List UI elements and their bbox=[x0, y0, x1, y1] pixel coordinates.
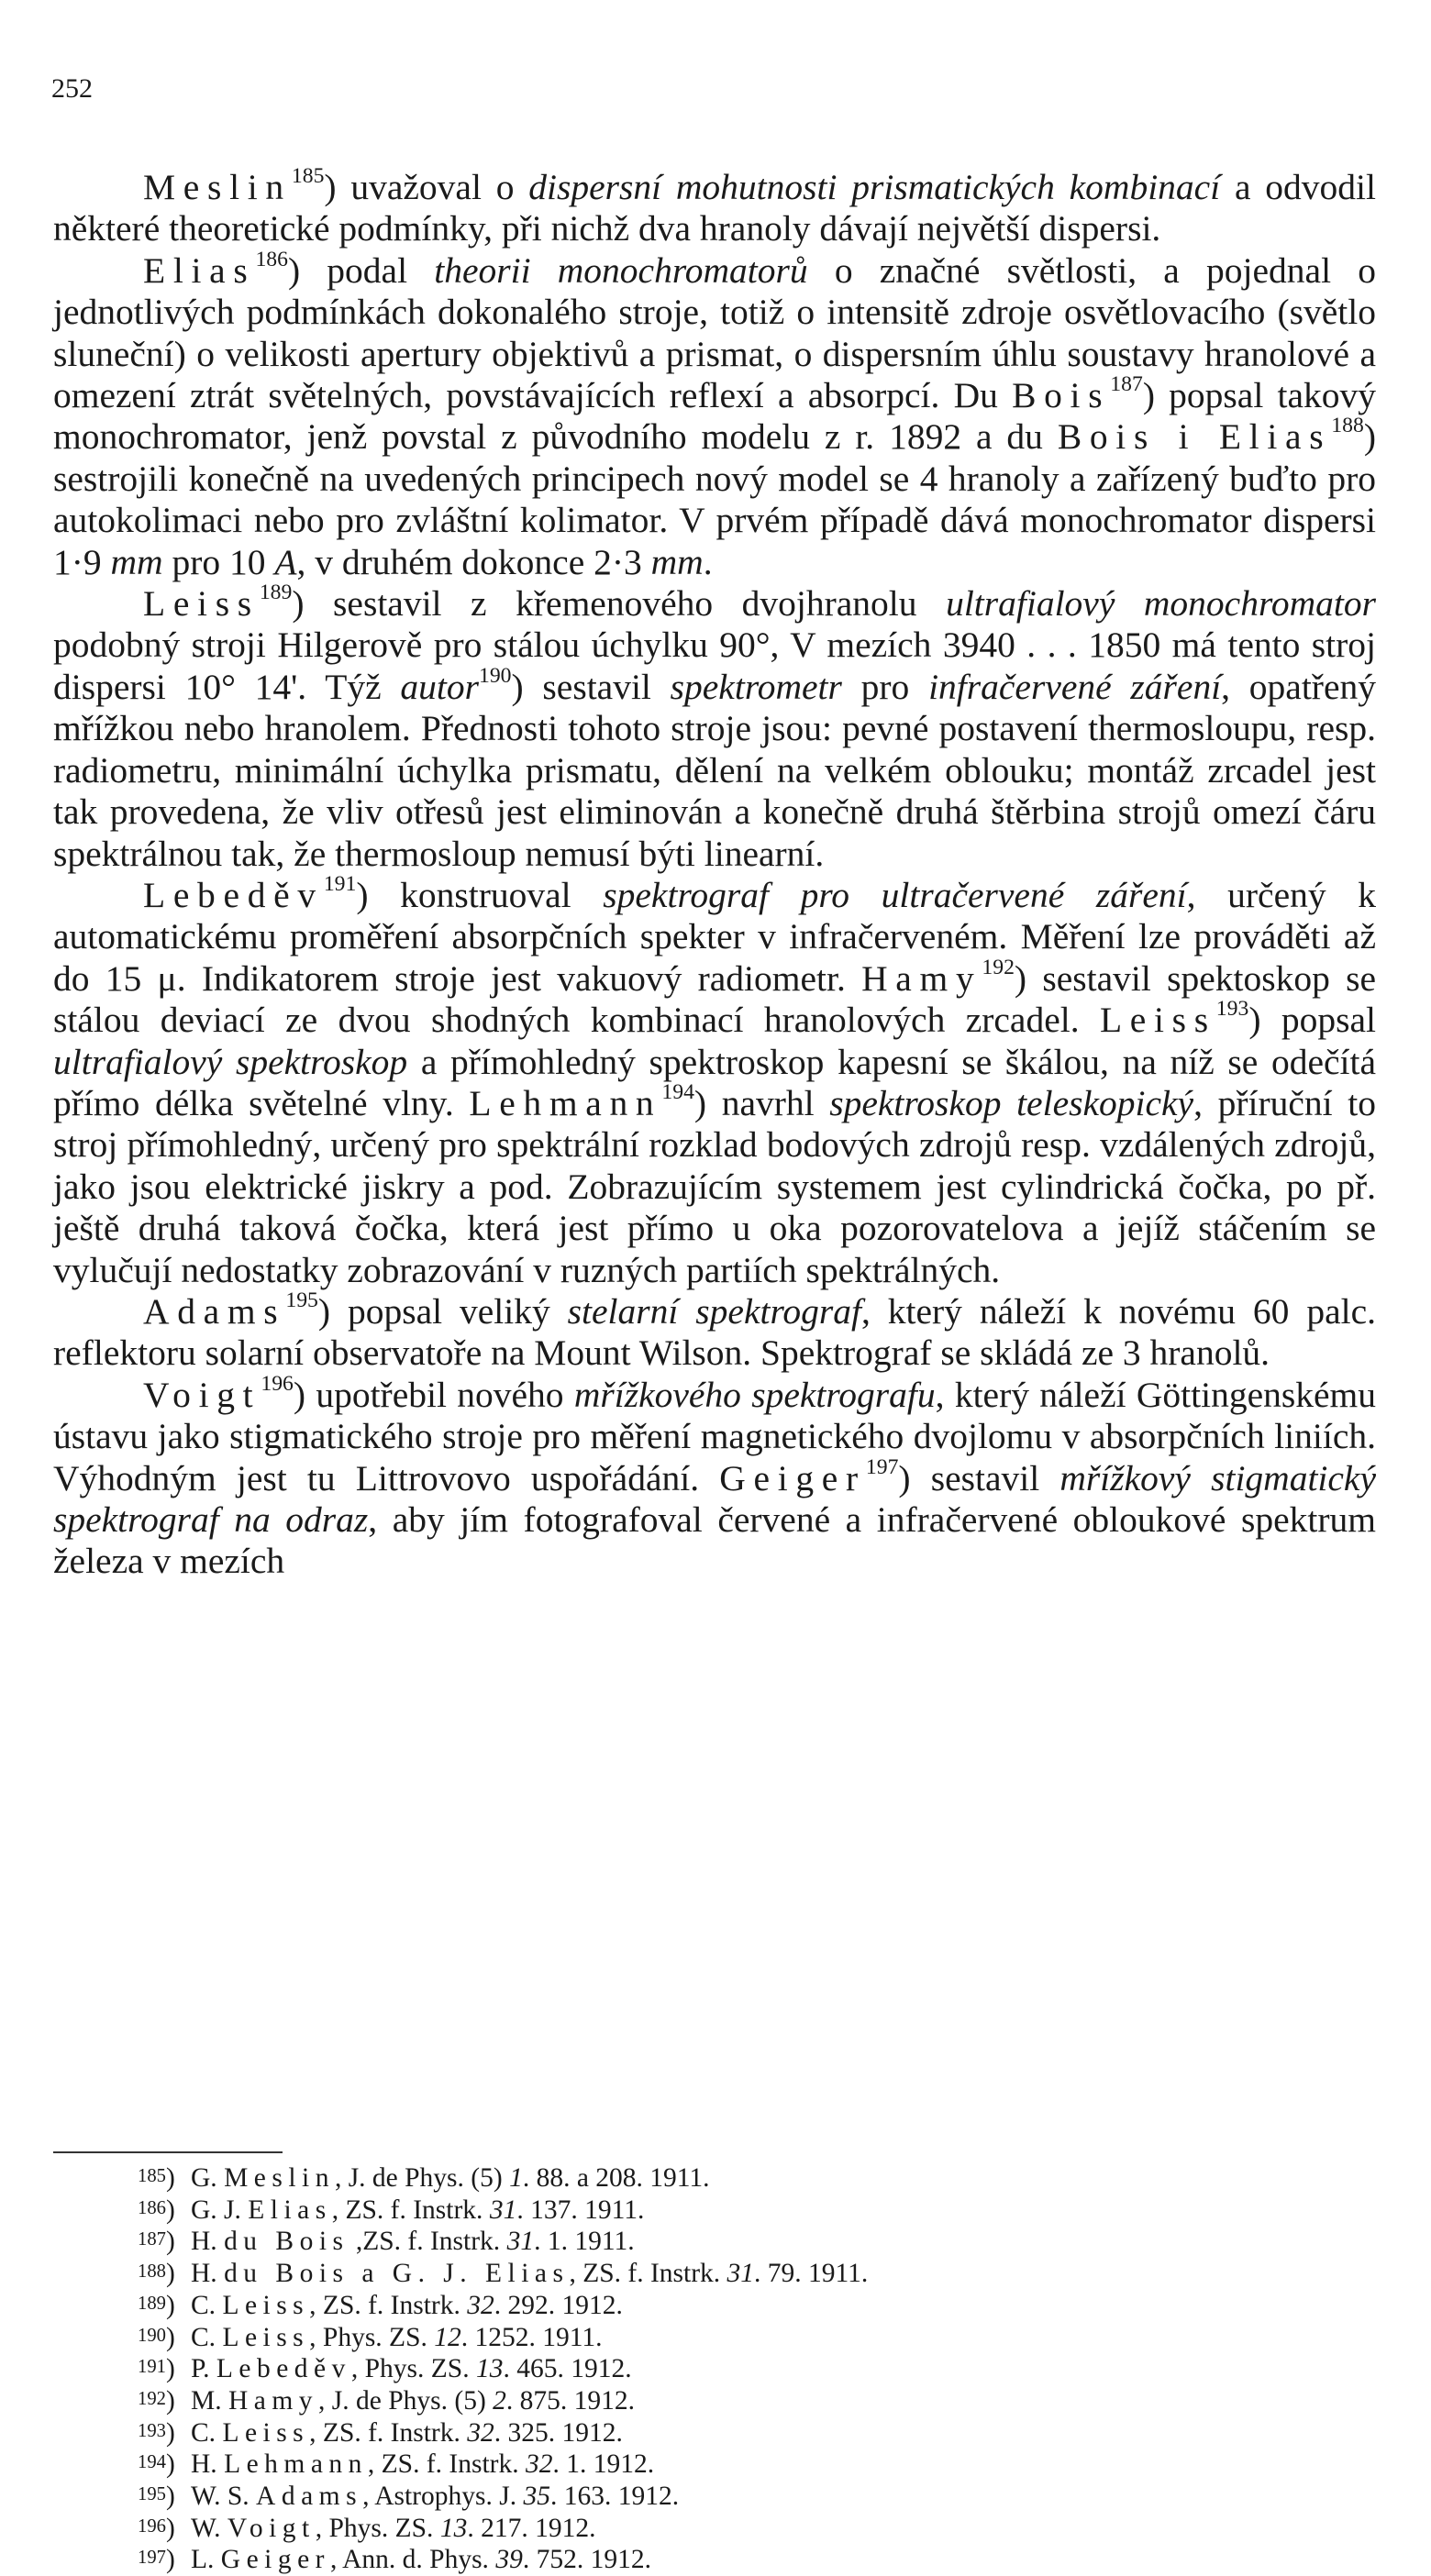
text-run: , ZS. f. Instrk. bbox=[367, 2449, 526, 2480]
italic-text: theorii monochromatorů bbox=[434, 249, 808, 291]
footnote bbox=[138, 2258, 1330, 2290]
footnote-text bbox=[191, 2195, 644, 2225]
text-run: , opatřený mřížkou nebo hranolem. Přednosti tohoto stroje jsou: pevné postavení thermosloupu, resp. radiometru, minimální úchylka prismatu, dělení na velkém oblouku; montáž zrcadel jest tak provedena, že vliv otřesů jest eliminován a konečně druhá štěrbina strojů omezí čáru spektrálnou tak, že thermosloup nemusí býti linearní. bbox=[53, 666, 1376, 874]
text-run: ) navrhl bbox=[693, 1082, 830, 1123]
paragraph bbox=[53, 1372, 1376, 1583]
text-run: ) sestrojili konečně na uvedených principech nový model se 4 hranoly a zařízený buďto pro autokolimaci nebo pro zvláštní kolimator. V prvém případě dává monochromator dispersi 1·9 bbox=[53, 416, 1376, 582]
text-run: pro 10 bbox=[162, 541, 275, 582]
italic-text: A bbox=[274, 541, 297, 582]
italic-text: 12 bbox=[434, 2322, 461, 2352]
text-run: ) uvažoval o bbox=[324, 167, 529, 207]
footnote-number: $^{189}$) bbox=[138, 2290, 175, 2320]
italic-text: 13 bbox=[439, 2513, 468, 2543]
italic-text: 39 bbox=[495, 2545, 523, 2575]
footnote-text bbox=[191, 2323, 603, 2352]
footnote-ref: 191 bbox=[323, 872, 357, 897]
italic-text: 32 bbox=[467, 2417, 494, 2448]
text-run: . 1. 1911. bbox=[534, 2227, 635, 2257]
italic-text: spektrometr bbox=[670, 666, 842, 707]
spaced-name: Adams bbox=[143, 1290, 286, 1332]
footnote-number: $^{197}$) bbox=[138, 2545, 175, 2575]
text-run: . 88. a 208. 1911. bbox=[522, 2163, 710, 2193]
spaced-name: Geiger bbox=[220, 2545, 330, 2575]
text-run: G. J. bbox=[191, 2195, 249, 2225]
italic-text: 31 bbox=[727, 2259, 755, 2289]
text-run: ) upotřebil nového bbox=[293, 1374, 574, 1415]
text-run: C. bbox=[191, 2290, 223, 2320]
text-run: , J. de Phys. (5) bbox=[334, 2163, 510, 2193]
text-run: , ZS. f. Instrk. bbox=[569, 2259, 727, 2289]
text-run: , Phys. ZS. bbox=[309, 2322, 435, 2352]
footnote-text bbox=[191, 2259, 868, 2288]
spaced-name: Elias bbox=[143, 249, 256, 291]
italic-text: mm bbox=[110, 541, 163, 582]
italic-text: 35 bbox=[523, 2482, 550, 2512]
text-run: ) sestavil bbox=[898, 1457, 1060, 1498]
italic-text: 32 bbox=[525, 2449, 553, 2480]
spaced-name: Bois i Elias bbox=[1057, 416, 1332, 458]
spaced-name: du Bois a G. J. Elias bbox=[224, 2259, 570, 2289]
text-run: , aby jím fotografoval červené a infračervené obloukové spektrum železa v mezích bbox=[53, 1499, 1376, 1582]
spaced-name: Geiger bbox=[719, 1457, 866, 1498]
text-run: . 163. 1912. bbox=[549, 2482, 680, 2512]
paragraph bbox=[53, 250, 1376, 583]
italic-text: spektrograf pro ultračervené záření bbox=[603, 874, 1187, 915]
italic-text: ultrafialový monochromator bbox=[946, 583, 1376, 625]
text-run: P. bbox=[191, 2354, 216, 2384]
paragraph bbox=[53, 580, 1376, 875]
footnote-number: $^{188}$) bbox=[138, 2259, 175, 2289]
text-run: ) sestavil bbox=[511, 666, 671, 707]
text-run: H. bbox=[191, 2449, 225, 2480]
spaced-name: Leiss bbox=[143, 583, 260, 625]
spaced-name: Leiss bbox=[222, 2290, 310, 2320]
text-run: , Astrophys. J. bbox=[362, 2482, 524, 2512]
text-run: ) popsal takový monochromator, jenž povstal z původního modelu z r. 1892 a du bbox=[53, 375, 1377, 458]
spaced-name: Meslin bbox=[224, 2163, 335, 2193]
italic-text: 31 bbox=[489, 2195, 517, 2225]
italic-text: dispersní mohutnosti prismatických kombinací bbox=[528, 167, 1221, 207]
text-run: . 465. 1912. bbox=[503, 2354, 632, 2384]
paragraph bbox=[53, 1288, 1376, 1375]
footnote-number: $^{185}$) bbox=[138, 2163, 175, 2193]
footnote-ref: 189 bbox=[259, 580, 293, 605]
text-run: a přímohledný spektroskop kapesní se škálou, na níž se odečítá přímo délka světelné vlny. bbox=[53, 1041, 1376, 1123]
text-run: , který náleží k novému 60 palc. reflektoru solarní observatoře na Mount Wilson. Spektrograf se skládá ze 3 hranolů. bbox=[53, 1290, 1376, 1374]
text-run: , ZS. f. Instrk. bbox=[309, 2290, 468, 2320]
footnote-number: $^{187}$) bbox=[138, 2227, 175, 2257]
footnote-ref: 192 bbox=[982, 955, 1015, 979]
footnote-ref: 194 bbox=[661, 1080, 694, 1105]
text-run: , příruční to stroj přímohledný, určený pro spektrální rozklad bodových zdrojů resp. vzdálených zdrojů, jako jsou elektrické jiskry a pod. Zobrazujícím systemem jest cylindrická čočka, po př. ještě druhá taková čočka, která jest přímo u oka pozorovatelova a jejíž stáčením se vylučují nedostatky zobrazování v ruzných partiích spektrálných. bbox=[53, 1082, 1376, 1290]
paragraph bbox=[53, 872, 1376, 1291]
footnote bbox=[138, 2385, 1330, 2417]
footnote-text bbox=[191, 2449, 654, 2479]
footnote bbox=[138, 2513, 1330, 2545]
text-run: C. bbox=[191, 2417, 223, 2448]
spaced-name: Voigt bbox=[143, 1374, 261, 1415]
footnote-text bbox=[191, 2514, 595, 2543]
footnote-number: $^{190}$) bbox=[138, 2322, 175, 2352]
spaced-name: Leiss bbox=[222, 2322, 310, 2352]
spaced-name: Lehmann bbox=[469, 1082, 662, 1123]
footnote-ref: 186 bbox=[255, 248, 288, 272]
text-run: , J. de Phys. (5) bbox=[318, 2385, 494, 2416]
text-run: . 752. 1912. bbox=[522, 2545, 651, 2575]
footnote bbox=[138, 2544, 1330, 2576]
footnote-number: $^{194}$) bbox=[138, 2449, 175, 2480]
footnote bbox=[138, 2290, 1330, 2322]
text-run: , ZS. f. Instrk. bbox=[331, 2195, 490, 2225]
spaced-name: Bois bbox=[1012, 375, 1111, 416]
footnote-text bbox=[191, 2386, 635, 2416]
footnote-number: $^{191}$) bbox=[138, 2354, 175, 2384]
footnote bbox=[138, 2353, 1330, 2385]
text-run: . 217. 1912. bbox=[467, 2513, 596, 2543]
italic-text: 2 bbox=[493, 2385, 506, 2416]
text-run: o značné světlosti, a pojednal o jednotlivých podmínkách dokonalého stroje, totiž o intensitě zdroje osvětlovacího (světlo sluneční) o velikosti apertury objektivů a prismat, o dispersním úhlu soustavy hranolové a omezení ztrát světelných, povstávajících reflexí a absorpcí. Du bbox=[53, 249, 1376, 416]
text-run: W. S. bbox=[191, 2482, 257, 2512]
footnote-ref: 190 bbox=[478, 664, 512, 689]
text-run: H. bbox=[191, 2227, 225, 2257]
paragraph bbox=[53, 164, 1376, 250]
text-run: . 1. 1912. bbox=[552, 2449, 655, 2480]
spaced-name: Lebeděv bbox=[216, 2354, 351, 2384]
footnote bbox=[138, 2417, 1330, 2449]
text-run: ) podal bbox=[287, 249, 435, 291]
footnote bbox=[138, 2195, 1330, 2227]
text-run: . 292. 1912. bbox=[494, 2290, 623, 2320]
footnote-text bbox=[191, 2163, 710, 2193]
italic-text: 31 bbox=[506, 2227, 535, 2257]
spaced-name: Adams bbox=[256, 2482, 363, 2512]
footnote bbox=[138, 2322, 1330, 2354]
footnote-number: $^{195}$) bbox=[138, 2482, 175, 2512]
footnote bbox=[138, 2481, 1330, 2513]
footnote-text bbox=[191, 2545, 651, 2574]
footnote-text bbox=[191, 2418, 623, 2448]
italic-text: mřížkového spektrografu bbox=[573, 1374, 936, 1415]
text-run: ) popsal bbox=[1248, 1000, 1376, 1041]
text-run: W. bbox=[191, 2513, 227, 2543]
text-run: ) popsal veliký bbox=[317, 1290, 568, 1332]
text-run: a odvodil některé theoretické podmínky, při nichž dva hranoly dávají největší dispersi. bbox=[53, 167, 1376, 249]
text-run: . 1252. 1911. bbox=[460, 2322, 603, 2352]
italic-text: 1 bbox=[509, 2163, 523, 2193]
spaced-name: Lehmann bbox=[224, 2449, 368, 2480]
text-run: , Ann. d. Phys. bbox=[329, 2545, 496, 2575]
footnote-ref: 193 bbox=[1215, 997, 1249, 1022]
footnote-number: $^{196}$) bbox=[138, 2513, 175, 2543]
spaced-name: Meslin bbox=[143, 167, 292, 207]
spaced-name: Leiss bbox=[222, 2417, 310, 2448]
italic-text: mřížkový stigmatický spektrograf na odraz bbox=[53, 1457, 1376, 1540]
footnote-number: $^{186}$) bbox=[138, 2195, 175, 2225]
italic-text: stelarní spektrograf bbox=[567, 1290, 861, 1332]
footnote-text bbox=[191, 2227, 635, 2256]
text-run: . 79. 1911. bbox=[754, 2259, 869, 2289]
text-run: ) sestavil z křemenového dvojhranolu bbox=[292, 583, 947, 625]
text-run: ) sestavil spektoskop se stálou deviací ze dvou shodných kombinací hranolových zrcadel. bbox=[53, 957, 1376, 1041]
footnote-ref: 195 bbox=[285, 1288, 318, 1313]
text-run: M. bbox=[191, 2385, 228, 2416]
text-run: . 137. 1911. bbox=[516, 2195, 645, 2225]
text-run: ) konstruoval bbox=[356, 874, 604, 915]
spaced-name: Elias bbox=[248, 2195, 332, 2225]
italic-text: mm bbox=[650, 541, 704, 582]
text-run: , Phys. ZS. bbox=[350, 2354, 476, 2384]
text-run: podobný stroji Hilgerově pro stálou úchylku 90°, V mezích 3940 . . . 1850 má tento stroj dispersi 10° 14'. Týž bbox=[53, 625, 1376, 707]
footnote-ref: 197 bbox=[865, 1454, 899, 1479]
footnote bbox=[138, 2162, 1330, 2195]
footnote-text bbox=[191, 2482, 679, 2511]
text-run: ,ZS. f. Instrk. bbox=[349, 2227, 507, 2257]
page-number: 252 bbox=[51, 73, 93, 104]
text-run: , v druhém dokonce 2·3 bbox=[296, 541, 651, 582]
text-run: C. bbox=[191, 2322, 223, 2352]
footnote-ref: 185 bbox=[291, 164, 325, 189]
footnote-ref: 187 bbox=[1110, 372, 1143, 397]
italic-text: 32 bbox=[467, 2290, 494, 2320]
text-run: , Phys. ZS. bbox=[315, 2513, 440, 2543]
text-run: L. bbox=[191, 2545, 221, 2575]
footnote-text bbox=[191, 2291, 623, 2320]
italic-text: autor bbox=[400, 666, 479, 707]
footnote-text bbox=[191, 2354, 632, 2383]
text-run: , ZS. f. Instrk. bbox=[309, 2417, 468, 2448]
text-run: . 875. 1912. bbox=[505, 2385, 636, 2416]
italic-text: spektroskop teleskopický bbox=[829, 1082, 1194, 1123]
italic-text: 13 bbox=[475, 2354, 504, 2384]
text-run: , určený k automatickému proměření absorpčních spekter v infračerveném. Měření lze prováděti až do 15 μ. Indikatorem stroje jest vakuový radiometr. bbox=[53, 874, 1376, 999]
text-run: G. bbox=[191, 2163, 225, 2193]
spaced-name: du Bois bbox=[224, 2227, 349, 2257]
footnote-number: $^{193}$) bbox=[138, 2417, 175, 2448]
spaced-name: Hamy bbox=[227, 2385, 319, 2416]
footnote-separator bbox=[53, 2151, 283, 2153]
spaced-name: Hamy bbox=[861, 957, 982, 999]
spaced-name: Leiss bbox=[1099, 1000, 1216, 1041]
footnote bbox=[138, 2226, 1330, 2258]
spaced-name: Voigt bbox=[227, 2513, 316, 2543]
text-run: , který náleží Göttingenskému ústavu jako stigmatického stroje pro měření magnetického dvojlomu v absorpčních liniích. Výhodným jest tu Littrovovo uspořádání. bbox=[53, 1374, 1376, 1498]
footnotes bbox=[138, 2162, 1330, 2576]
text-run: H. bbox=[191, 2259, 225, 2289]
footnote-ref: 196 bbox=[261, 1372, 294, 1397]
text-run: . 325. 1912. bbox=[494, 2417, 623, 2448]
italic-text: infračervené záření bbox=[928, 666, 1222, 707]
footnote-ref: 188 bbox=[1331, 414, 1364, 438]
text-run: pro bbox=[841, 666, 929, 707]
body-text bbox=[53, 164, 1377, 1583]
footnote bbox=[138, 2449, 1330, 2481]
spaced-name: Lebeděv bbox=[143, 874, 324, 915]
italic-text: ultrafialový spektroskop bbox=[53, 1041, 408, 1082]
text-run: . bbox=[703, 541, 713, 582]
footnote-number: $^{192}$) bbox=[138, 2385, 175, 2416]
